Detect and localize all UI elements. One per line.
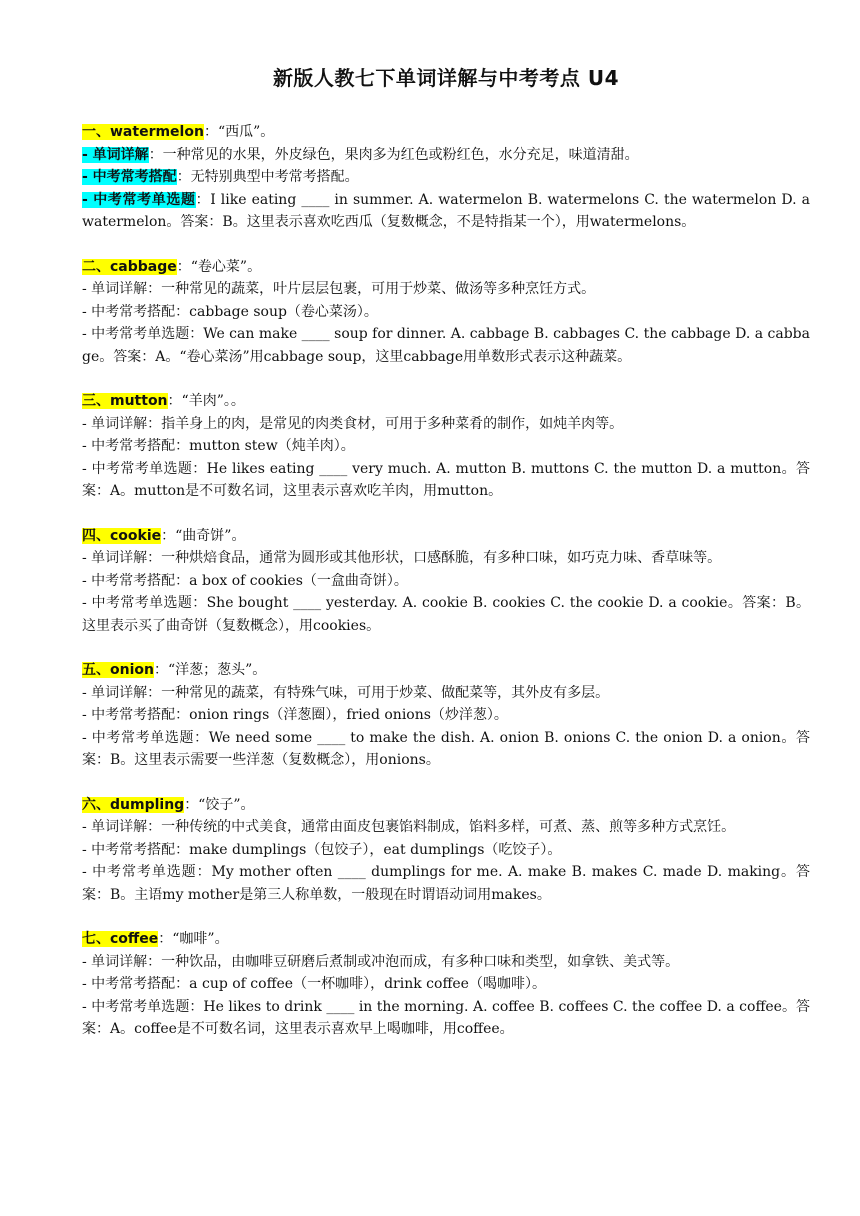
- headword-meaning: ：“卷心菜”。: [176, 258, 262, 275]
- collocation: - 中考常考搭配：a cup of coffee（一杯咖啡），drink coffee（喝咖啡）。: [82, 976, 546, 992]
- detail-label: - 单词详解: [82, 146, 149, 163]
- vocab-entry-cabbage: [82, 256, 810, 369]
- headword-meaning: ：“曲奇饼”。: [161, 527, 246, 544]
- word-detail: [82, 144, 810, 167]
- question-label: - 中考常考单选题: [82, 191, 196, 208]
- entry-heading: [82, 256, 810, 279]
- collocation: - 中考常考搭配：make dumplings（包饺子），eat dumplings（吃饺子）。: [82, 841, 562, 858]
- vocab-entry-mutton: [82, 390, 810, 503]
- document-page: [82, 62, 810, 1063]
- headword: 四、cookie: [82, 527, 162, 544]
- entry-heading: [82, 525, 810, 548]
- exam-question: - 中考常考单选题：We need some ____ to make the dish. A. onion B. onions C. the onion D. a onion。答案：B。这里表示需要一些洋葱（复数概念），用onions。: [82, 729, 810, 768]
- collocation: - 中考常考搭配：a box of cookies（一盒曲奇饼）。: [82, 572, 408, 589]
- headword-meaning: ：“西瓜”。: [203, 124, 275, 140]
- exam-question: - 中考常考单选题：She bought ____ yesterday. A. cookie B. cookies C. the cookie D. a cookie。答案：B。这里表示买了曲奇饼（复数概念），用cookies。: [82, 595, 810, 634]
- vocab-entry-coffee: [82, 928, 810, 1041]
- exam-question: - 中考常考单选题：My mother often ____ dumplings for me. A. make B. makes C. made D. making。答案：B。主语my mother是第三人称单数，一般现在时谓语动词用makes。: [82, 864, 810, 903]
- entry-heading: [82, 390, 810, 413]
- headword-meaning: ：“咖啡”。: [158, 931, 229, 947]
- page-title: 新版人教七下单词详解与中考考点 U4: [272, 66, 620, 90]
- word-detail: - 单词详解：一种常见的蔬菜，叶片层层包裹，可用于炒菜、做汤等多种烹饪方式。: [82, 281, 596, 297]
- detail-text: ：一种常见的水果，外皮绿色，果肉多为红色或粉红色，水分充足，味道清甜。: [148, 146, 639, 163]
- headword: 三、mutton: [82, 393, 168, 409]
- question-text: ：I like eating ____ in summer. A. watermelon B. watermelons C. the watermelon D. a watermelon。答案：B。这里表示喜欢吃西瓜（复数概念，不是特指某一个），用watermelons。: [82, 191, 810, 230]
- headword-meaning: ：“饺子”。: [184, 796, 255, 813]
- collocation: [82, 166, 810, 189]
- collocation: - 中考常考搭配：cabbage soup（卷心菜汤）。: [82, 303, 378, 320]
- word-detail: - 单词详解：一种饮品，由咖啡豆研磨后煮制或冲泡而成，有多种口味和类型，如拿铁、美式等。: [82, 953, 680, 970]
- exam-question: - 中考常考单选题：We can make ____ soup for dinner. A. cabbage B. cabbages C. the cabbage D. a cabbage。答案：A。“卷心菜汤”用cabbage soup，这里cabbage用单数形式表示这种蔬菜。: [82, 326, 810, 365]
- vocab-entry-cookie: [82, 525, 810, 638]
- headword-meaning: ：“羊肉”。。: [167, 393, 245, 409]
- collocation: - 中考常考搭配：mutton stew（炖羊肉）。: [82, 438, 355, 454]
- word-detail: - 单词详解：一种烘焙食品，通常为圆形或其他形状，口感酥脆，有多种口味，如巧克力味、香草味等。: [82, 550, 722, 566]
- headword: 二、cabbage: [82, 258, 177, 275]
- exam-question: - 中考常考单选题：He likes eating ____ very much. A. mutton B. muttons C. the mutton D. a mutton。答案：A。mutton是不可数名词，这里表示喜欢吃羊肉，用mutton。: [82, 460, 810, 499]
- vocab-entry-watermelon: [82, 121, 810, 234]
- entry-heading: [82, 659, 810, 682]
- collocation-label: - 中考常考搭配: [82, 169, 177, 185]
- headword: 七、coffee: [82, 931, 159, 947]
- exam-question: - 中考常考单选题：He likes to drink ____ in the morning. A. coffee B. coffees C. the coffee D. a coffee。答案：A。coffee是不可数名词，这里表示喜欢早上喝咖啡，用coffee。: [82, 998, 810, 1037]
- word-detail: - 单词详解：指羊身上的肉，是常见的肉类食材，可用于多种菜肴的制作，如炖羊肉等。: [82, 415, 624, 432]
- entry-heading: [82, 794, 810, 817]
- word-detail: - 单词详解：一种传统的中式美食，通常由面皮包裹馅料制成，馅料多样，可煮、蒸、煎等多种方式烹饪。: [82, 819, 736, 835]
- word-detail: - 单词详解：一种常见的蔬菜，有特殊气味，可用于炒菜、做配菜等，其外皮有多层。: [82, 684, 610, 701]
- vocab-entry-dumpling: [82, 794, 810, 907]
- collocation-text: ：无特别典型中考常考搭配。: [176, 169, 359, 185]
- headword: 六、dumpling: [82, 796, 185, 813]
- headword: 五、onion: [82, 662, 154, 678]
- exam-question: [82, 189, 810, 234]
- collocation: - 中考常考搭配：onion rings（洋葱圈），fried onions（炒洋葱）。: [82, 707, 508, 723]
- vocab-entry-onion: [82, 659, 810, 772]
- entry-heading: [82, 928, 810, 951]
- entry-heading: [82, 121, 810, 144]
- headword-meaning: ：“洋葱；葱头”。: [153, 662, 267, 678]
- headword: 一、watermelon: [82, 124, 204, 140]
